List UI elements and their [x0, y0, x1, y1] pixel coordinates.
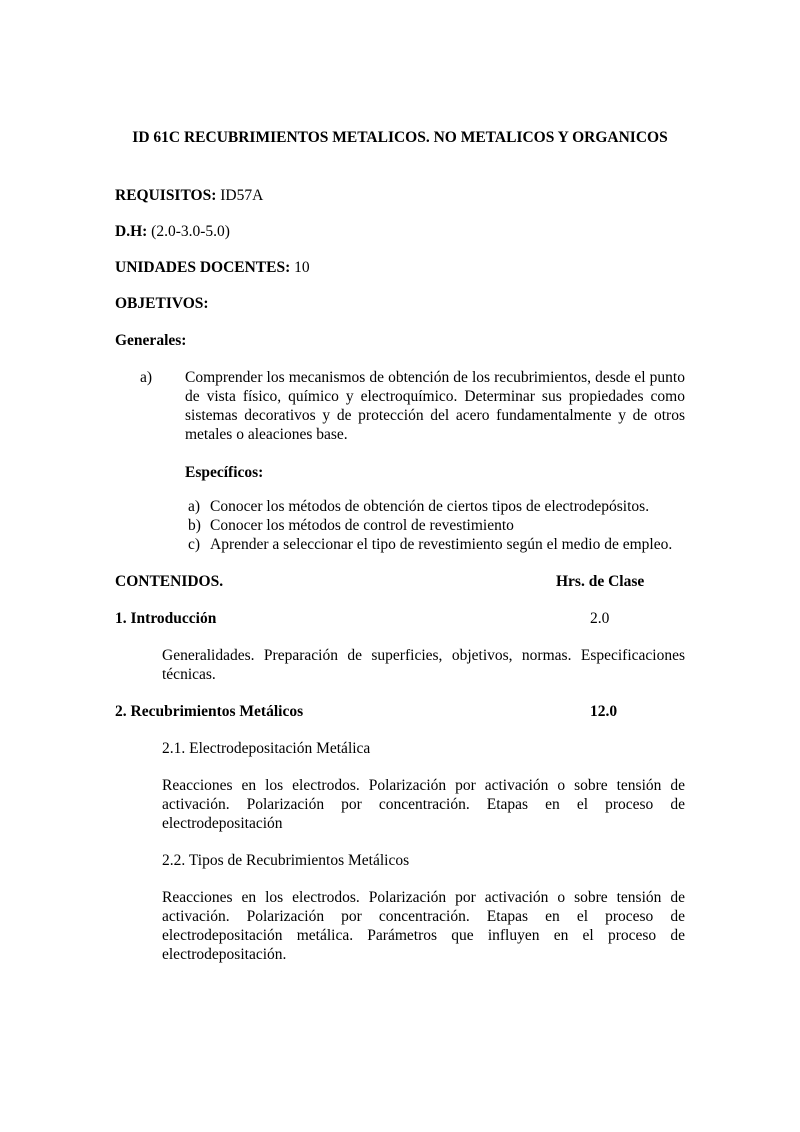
list-item-marker: c) — [188, 536, 201, 553]
requisitos-value: ID57A — [220, 187, 264, 204]
list-item-marker: a) — [188, 498, 201, 515]
unidades-docentes-line — [115, 258, 685, 277]
requisitos-label: REQUISITOS: — [115, 187, 217, 204]
contents-header-row — [115, 572, 685, 591]
generales-item-marker: a) — [140, 369, 153, 386]
subsection-2-1-body: Reacciones en los electrodos. Polarización por activación o sobre tensión de activación. Polarización por concentración. Etapas en el proceso de electrodepositación — [162, 777, 685, 832]
hours-column-header: Hrs. de Clase — [556, 573, 645, 590]
dh-value: (2.0-3.0-5.0) — [151, 223, 230, 240]
list-item — [115, 497, 685, 516]
dh-line — [115, 222, 685, 241]
especificos-heading: Específicos: — [185, 464, 264, 481]
generales-item — [115, 368, 685, 444]
generales-item-text: Comprender los mecanismos de obtención de los recubrimientos, desde el punto de vista físico, químico y electroquímico. Determinar sus propiedades como sistemas decorativos y de protección del acero fundamentalmente y de otros metales o aleaciones base. — [185, 369, 685, 443]
section-1-heading: 1. Introducción — [115, 610, 217, 627]
list-item-text: Conocer los métodos de obtención de ciertos tipos de electrodepósitos. — [210, 498, 650, 515]
section-2-row — [115, 702, 685, 721]
list-item — [115, 516, 685, 535]
requisitos-line — [115, 186, 685, 205]
section-1-row — [115, 609, 685, 628]
generales-heading: Generales: — [115, 332, 187, 349]
list-item-text: Conocer los métodos de control de revestimiento — [210, 517, 514, 534]
dh-label: D.H: — [115, 223, 148, 240]
document-title: ID 61C RECUBRIMIENTOS METALICOS. NO METALICOS Y ORGANICOS — [132, 129, 668, 146]
contenidos-heading: CONTENIDOS. — [115, 573, 224, 590]
subsection-2-2-heading: 2.2. Tipos de Recubrimientos Metálicos — [162, 852, 410, 869]
unidades-docentes-label: UNIDADES DOCENTES: — [115, 259, 291, 276]
subsection-2-2-body: Reacciones en los electrodos. Polarización por activación o sobre tensión de activación. Polarización por concentración. Etapas en el proceso de electrodepositación metálica. Parámetros que influyen en el proceso de electrodepositación. — [162, 889, 685, 963]
subsection-2-1-heading: 2.1. Electrodepositación Metálica — [162, 740, 371, 757]
section-2-heading: 2. Recubrimientos Metálicos — [115, 703, 304, 720]
especificos-list — [115, 497, 685, 554]
section-1-hours: 2.0 — [590, 610, 610, 627]
list-item-marker: b) — [188, 517, 201, 534]
unidades-docentes-value: 10 — [294, 259, 310, 276]
section-2-hours: 12.0 — [590, 703, 618, 720]
list-item-text: Aprender a seleccionar el tipo de revestimiento según el medio de empleo. — [210, 536, 673, 553]
section-1-body: Generalidades. Preparación de superficies, objetivos, normas. Especificaciones técnicas. — [162, 647, 685, 683]
objetivos-heading: OBJETIVOS: — [115, 295, 209, 312]
list-item — [115, 535, 685, 554]
